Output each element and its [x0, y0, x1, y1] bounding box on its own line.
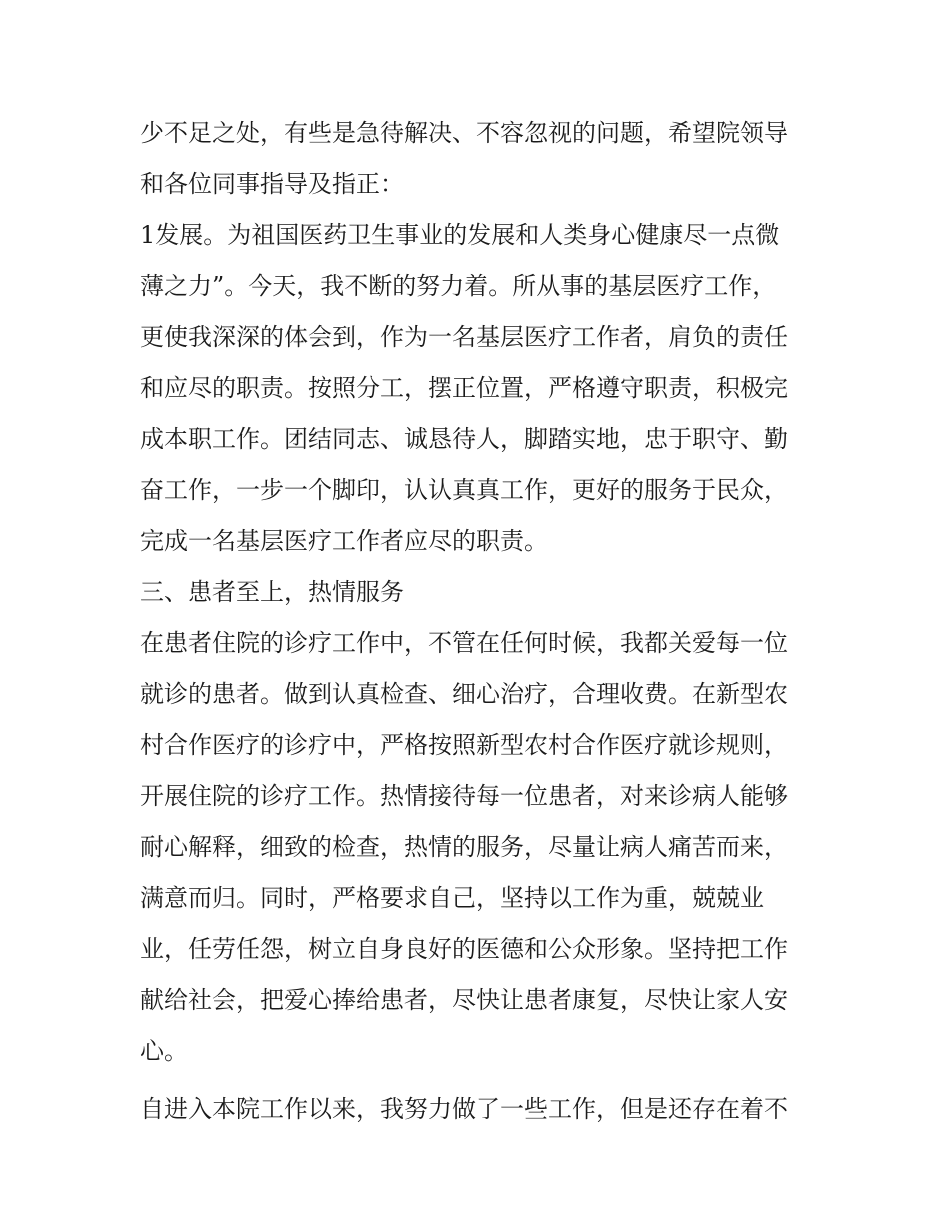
text-line: 耐心解释，细致的检查，热情的服务，尽量让病人痛苦而来，	[140, 833, 788, 861]
text-line: 奋工作，一步一个脚印，认认真真工作，更好的服务于民众，	[140, 476, 788, 504]
text-line: 自进入本院工作以来，我努力做了一些工作，但是还存在着不	[140, 1095, 788, 1123]
text-line: 更使我深深的体会到，作为一名基层医疗工作者，肩负的责任	[140, 323, 788, 351]
text-line: 1发展。为祖国医药卫生事业的发展和人类身心健康尽一点微	[140, 221, 780, 249]
section-heading: 三、患者至上，热情服务	[140, 578, 404, 606]
text-line: 和应尽的职责。按照分工，摆正位置，严格遵守职责，积极完	[140, 374, 788, 402]
text-line: 完成一名基层医疗工作者应尽的职责。	[140, 527, 548, 555]
text-line: 村合作医疗的诊疗中，严格按照新型农村合作医疗就诊规则，	[140, 731, 788, 759]
text-line: 薄之力”。今天，我不断的努力着。所从事的基层医疗工作，	[140, 272, 777, 300]
text-line: 满意而归。同时，严格要求自己，坚持以工作为重，兢兢业	[140, 884, 764, 912]
text-line: 成本职工作。团结同志、诚恳待人，脚踏实地，忠于职守、勤	[140, 425, 788, 453]
text-line: 业，任劳任怨，树立自身良好的医德和公众形象。坚持把工作	[140, 935, 788, 963]
document-body	[140, 108, 820, 1135]
text-line: 就诊的患者。做到认真检查、细心治疗，合理收费。在新型农	[140, 680, 788, 708]
text-line: 和各位同事指导及指正：	[140, 170, 404, 198]
text-line: 心。	[140, 1037, 188, 1065]
text-line: 在患者住院的诊疗工作中，不管在任何时候，我都关爱每一位	[140, 629, 788, 657]
text-line: 少不足之处，有些是急待解决、不容忽视的问题，希望院领导	[140, 119, 788, 147]
text-line: 献给社会，把爱心捧给患者，尽快让患者康复，尽快让家人安	[140, 986, 788, 1014]
text-line: 开展住院的诊疗工作。热情接待每一位患者，对来诊病人能够	[140, 782, 788, 810]
